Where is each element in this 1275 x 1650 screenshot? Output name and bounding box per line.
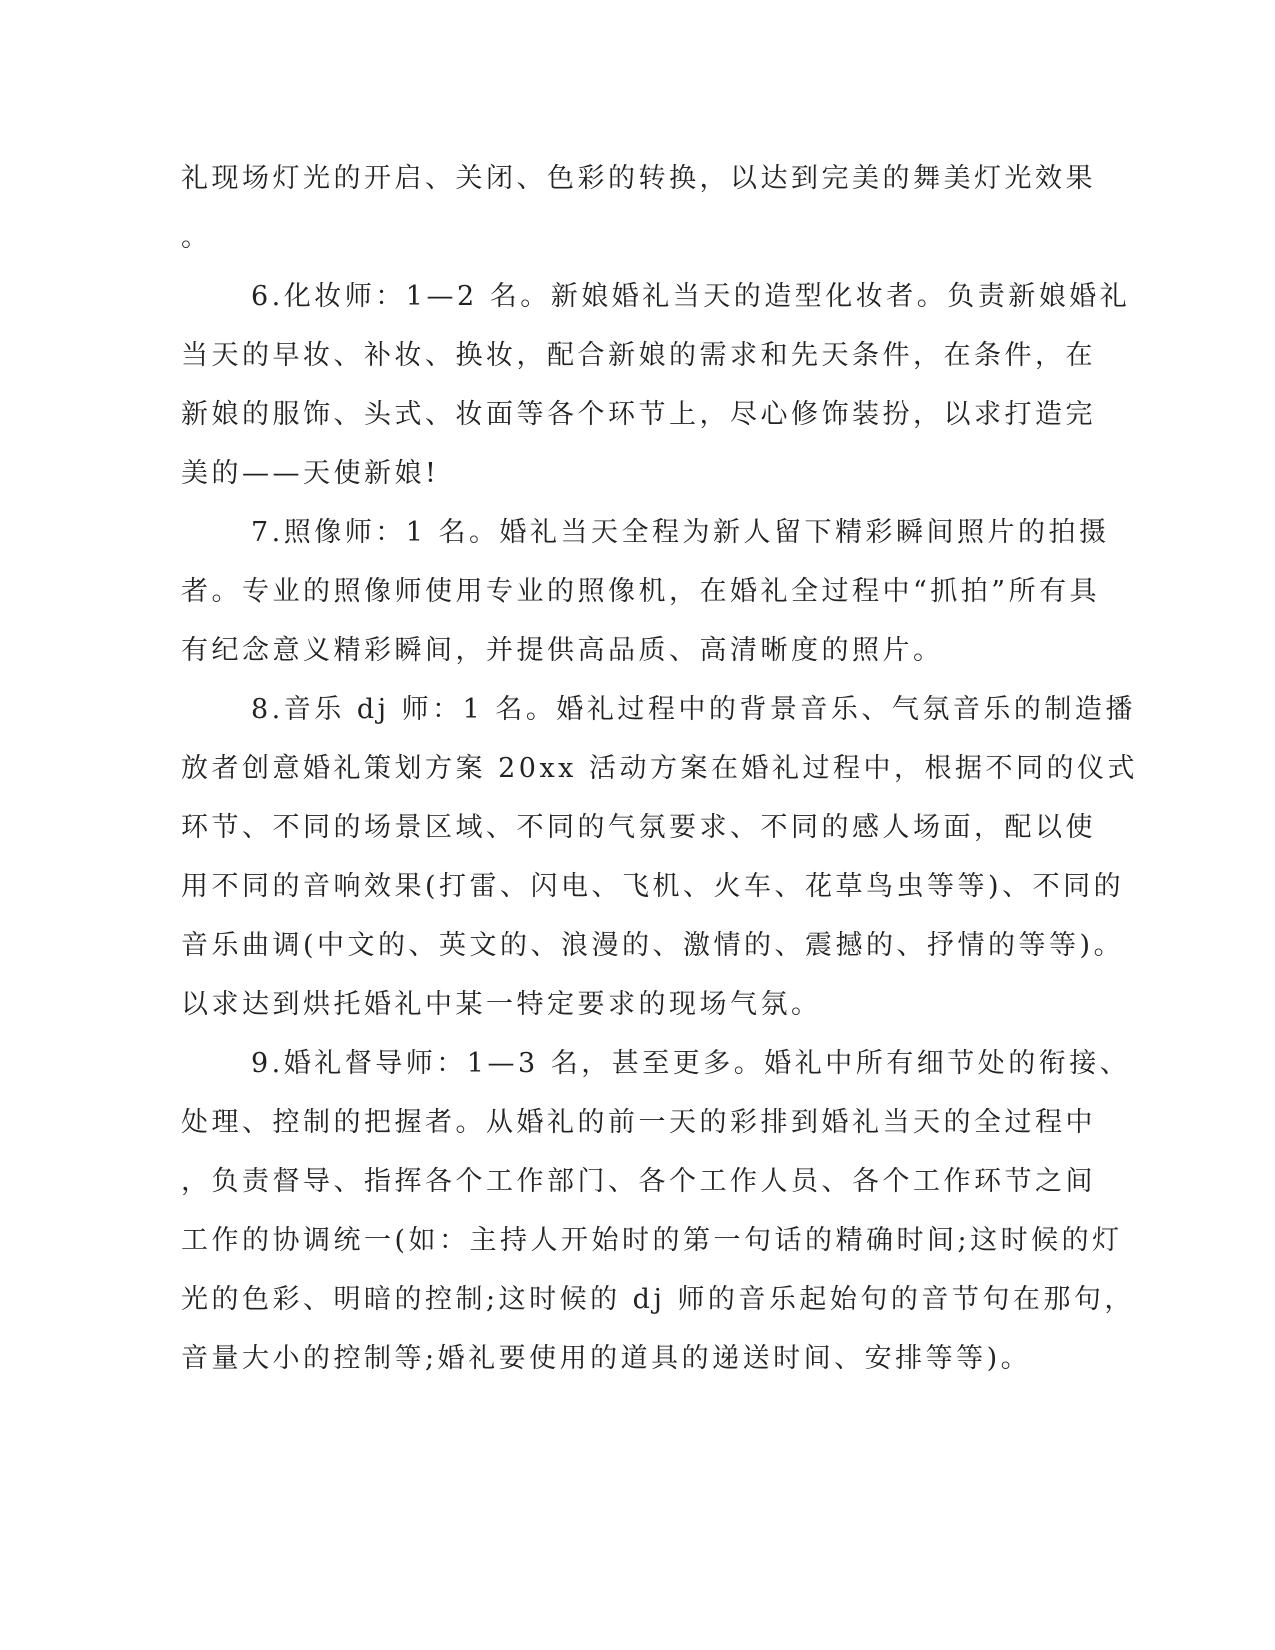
text-line: 有纪念意义精彩瞬间，并提供高品质、高清晰度的照片。 [181, 635, 944, 666]
paragraph-start-wedding-supervisor: 9.婚礼督导师：1—3 名，甚至更多。婚礼中所有细节处的衔接、 [251, 1048, 1131, 1079]
text-line: 光的色彩、明暗的控制;这时候的 dj 师的音乐起始句的音节句在那句， [181, 1284, 1135, 1315]
text-line: 音乐曲调(中文的、英文的、浪漫的、激情的、震撼的、抒情的等等)。 [181, 930, 1125, 961]
text-line: 新娘的服饰、头式、妆面等各个环节上，尽心修饰装扮，以求打造完 [181, 399, 1096, 430]
paragraph-start-photographer: 7.照像师：1 名。婚礼当天全程为新人留下精彩瞬间照片的拍摄 [251, 517, 1110, 548]
text-line: 礼现场灯光的开启、关闭、色彩的转换，以达到完美的舞美灯光效果 [181, 163, 1096, 194]
text-line: 放者创意婚礼策划方案 20xx 活动方案在婚礼过程中，根据不同的仪式 [181, 753, 1138, 784]
text-line: 。 [181, 222, 212, 253]
text-line: 音量大小的控制等;婚礼要使用的道具的递送时间、安排等等)。 [181, 1343, 1032, 1374]
text-line: 工作的协调统一(如：主持人开始时的第一句话的精确时间;这时候的灯 [181, 1225, 1123, 1256]
paragraph-start-makeup-artist: 6.化妆师：1—2 名。新娘婚礼当天的造型化妆者。负责新娘婚礼 [251, 281, 1131, 312]
paragraph-start-music-dj: 8.音乐 dj 师：1 名。婚礼过程中的背景音乐、气氛音乐的制造播 [251, 694, 1136, 725]
text-line: 用不同的音响效果(打雷、闪电、飞机、火车、花草鸟虫等等)、不同的 [181, 871, 1125, 902]
text-line: 环节、不同的场景区域、不同的气氛要求、不同的感人场面，配以使 [181, 812, 1096, 843]
text-line: 以求达到烘托婚礼中某一特定要求的现场气氛。 [181, 989, 822, 1020]
text-line: 美的——天使新娘! [181, 458, 440, 489]
text-line: 处理、控制的把握者。从婚礼的前一天的彩排到婚礼当天的全过程中 [181, 1107, 1096, 1138]
text-line: 当天的早妆、补妆、换妆，配合新娘的需求和先天条件，在条件，在 [181, 340, 1096, 371]
text-line: 者。专业的照像师使用专业的照像机，在婚礼全过程中“抓拍”所有具 [181, 576, 1101, 607]
document-body [181, 149, 1138, 1388]
text-line: ，负责督导、指挥各个工作部门、各个工作人员、各个工作环节之间 [181, 1166, 1096, 1197]
